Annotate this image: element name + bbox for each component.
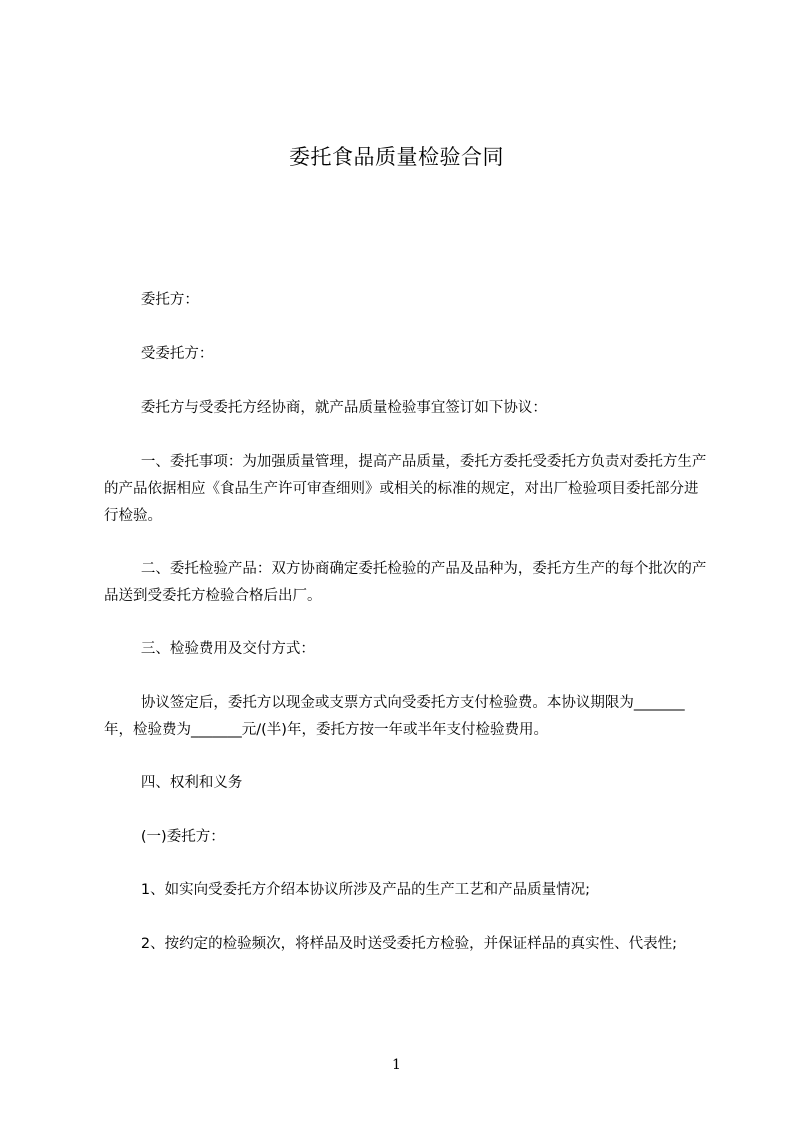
paragraph-clause-2: 二、委托检验产品：双方协商确定委托检验的产品及品种为，委托方生产的每个批次的产品送到受委托方检验合格后出厂。 xyxy=(104,561,707,604)
page-number: 1 xyxy=(392,1057,401,1073)
paragraph-clause-3-body: 协议签定后，委托方以现金或支票方式向受委托方支付检验费。本协议期限为_______年，检验费为_______元/(半)年，委托方按一年或半年支付检验费用。 xyxy=(104,695,685,738)
paragraph-clause-3-heading: 三、检验费用及交付方式： xyxy=(104,641,315,657)
paragraph-agreement-intro: 委托方与受委托方经协商，就产品质量检验事宜签订如下协议： xyxy=(104,400,547,416)
paragraph-contractor: 受委托方： xyxy=(104,346,214,362)
paragraph-clause-1: 一、委托事项：为加强质量管理，提高产品质量，委托方委托受委托方负责对委托方生产的产品依据相应《食品生产许可审查细则》或相关的标准的规定，对出厂检验项目委托部分进行检验。 xyxy=(104,454,707,524)
paragraph-client-duties-heading: (一)委托方： xyxy=(104,829,225,845)
paragraph-client: 委托方： xyxy=(104,292,199,308)
paragraph-clause-4-heading: 四、权利和义务 xyxy=(104,775,243,791)
document-title: 委托食品质量检验合同 xyxy=(289,145,504,169)
paragraph-duty-1: 1、如实向受委托方介绍本协议所涉及产品的生产工艺和产品质量情况; xyxy=(104,882,590,898)
paragraph-duty-2: 2、按约定的检验频次，将样品及时送受委托方检验，并保证样品的真实性、代表性; xyxy=(104,936,677,952)
